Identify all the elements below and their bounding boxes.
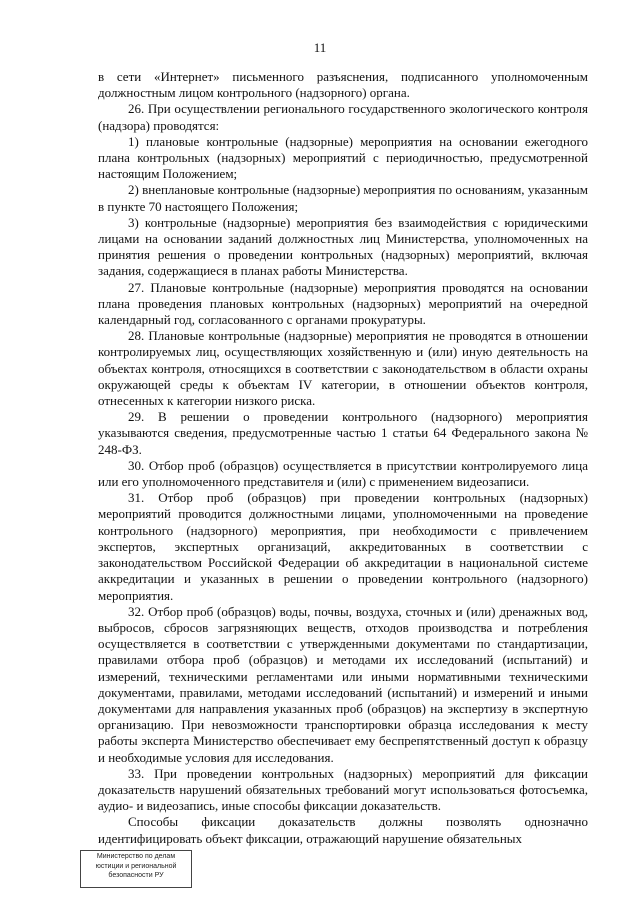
stamp-line: Министерство по делам [96,853,176,860]
paragraph: 29. В решении о проведении контрольного (надзорного) мероприятия указываются сведения, предусмотренные частью 1 статьи 64 Федерального закона № 248-ФЗ. [98,409,588,457]
stamp-line: юстиции и региональной [95,862,177,870]
registration-stamp [80,850,192,888]
paragraph: 3) контрольные (надзорные) мероприятия без взаимодействия с юридическими лицами на основании заданий должностных лиц Министерства, уполномоченных на принятия решения о проведении контрольных (надзорных) мероприятий, включая задания, содержащиеся в планах работы Министерства. [98,214,588,279]
paragraph: в сети «Интернет» письменного разъяснения, подписанного уполномоченным должностным лицом контрольного (надзорного) органа. [98,69,588,101]
paragraph: 28. Плановые контрольные (надзорные) мероприятия не проводятся в отношении контролируемых лиц, осуществляющих хозяйственную и (или) иную деятельность на объектах контроля, относящихся в соответствии с законодательством в области охраны окружающей среды к объектам IV категории, в отношении объектов контроля, отнесенных к категории низкого риска. [98,328,588,409]
paragraph: 33. При проведении контрольных (надзорных) мероприятий для фиксации доказательств нарушений обязательных требований могут использоваться фотосъемка, аудио- и видеозапись, иные способы фиксации доказательств. [98,765,588,814]
paragraph: 27. Плановые контрольные (надзорные) мероприятия проводятся на основании плана проведения плановых контрольных (надзорных) мероприятий на очередной календарный год, согласованного с органами прокуратуры. [98,279,588,328]
page-number: 11 [313,40,327,55]
paragraph: 32. Отбор проб (образцов) воды, почвы, воздуха, сточных и (или) дренажных вод, выбросов, сбросов загрязняющих веществ, отходов производства и потребления осуществляется в соответствии с утвержденными документами по стандартизации, правилами отбора проб (образцов) и методами их исследований (испытаний) и измерений, техническими регламентами или иными нормативными техническими документами, правилами, методами исследований (испытаний) и измерений и иными документами для направления указанных проб (образцов) на экспертизу в экспертную организацию. При невозможности транспортировки образца исследования к месту работы эксперта Министерство обеспечивает ему беспрепятственный доступ к образцу и необходимые условия для исследования. [98,603,588,765]
document-body [98,69,588,847]
paragraph: 1) плановые контрольные (надзорные) мероприятия на основании ежегодного плана контрольных (надзорных) мероприятий с периодичностью, предусмотренной настоящим Положением; [98,133,588,182]
paragraph: 30. Отбор проб (образцов) осуществляется в присутствии контролируемого лица или его уполномоченного представителя и (или) с применением видеозаписи. [98,457,588,490]
paragraph: 2) внеплановые контрольные (надзорные) мероприятия по основаниям, указанным в пункте 70 настоящего Положения; [98,182,588,214]
stamp-line: безопасности РУ [108,872,164,879]
paragraph: 26. При осуществлении регионального государственного экологического контроля (надзора) проводятся: [98,101,588,133]
paragraph: 31. Отбор проб (образцов) при проведении контрольных (надзорных) мероприятий проводится должностными лицами, уполномоченными на проведение контрольного (надзорного) мероприятия, при необходимости с привлечением экспертов, экспертных организаций, аккредитованных в соответствии с законодательством Российской Федерации об аккредитации в национальной системе аккредитации и указанных в решении о проведении контрольного (надзорного) мероприятия. [98,490,588,603]
paragraph: Способы фиксации доказательств должны позволять однозначно идентифицировать объект фиксации, отражающий нарушение обязательных [98,814,588,846]
